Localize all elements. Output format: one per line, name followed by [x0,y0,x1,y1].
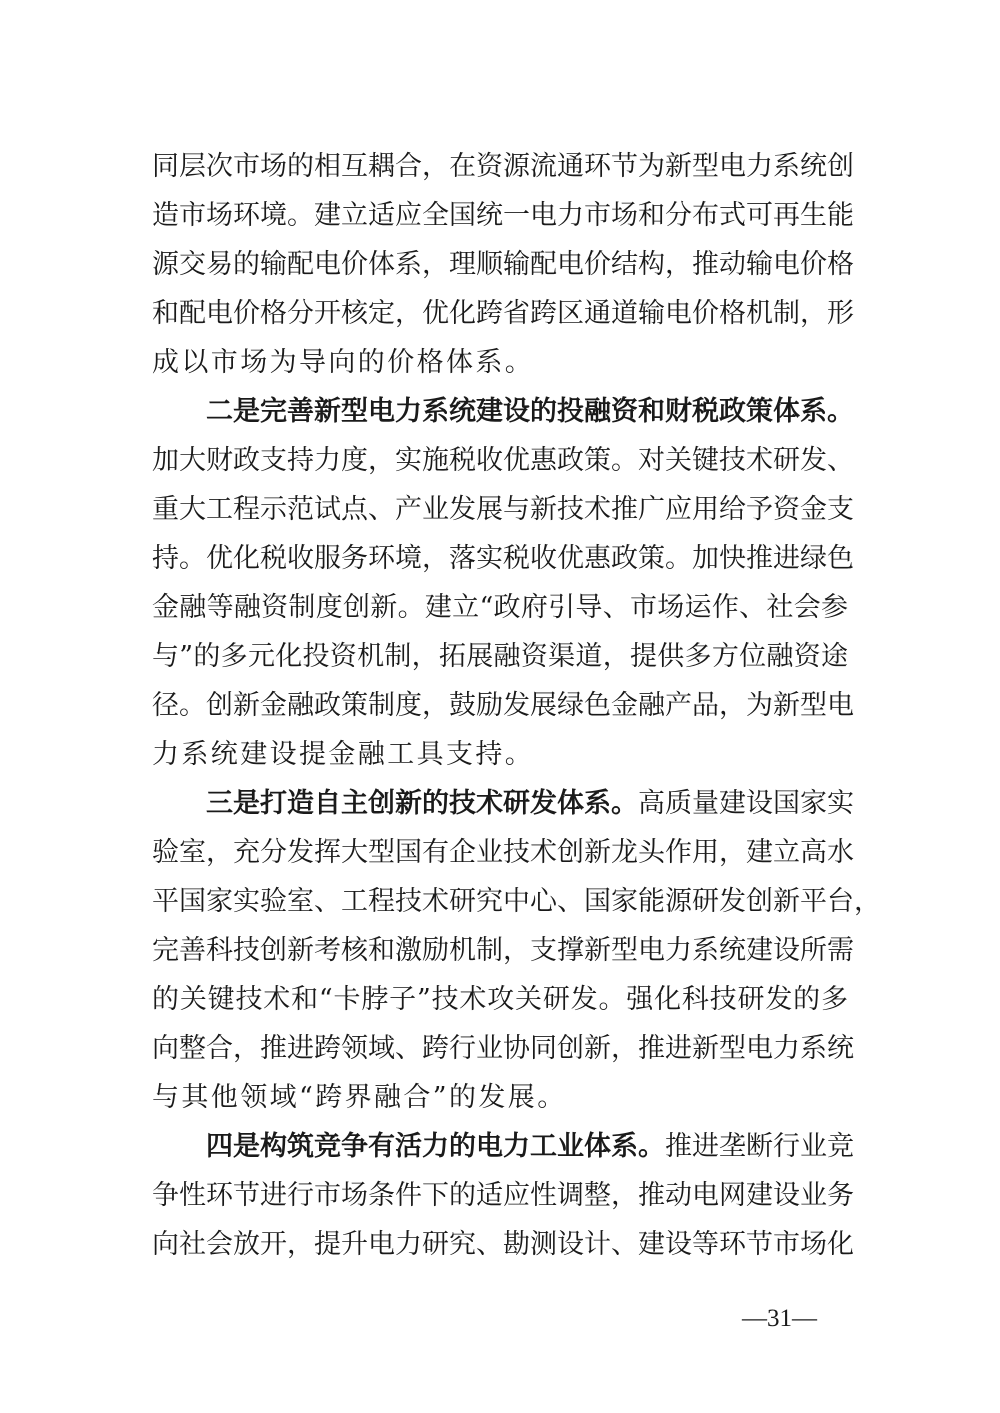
text-line: 金融等融资制度创新。建立“政府引导、市场运作、社会参 [152,592,848,623]
text-line: 力系统建设提金融工具支持。 [152,739,535,770]
text-line: 完善科技创新考核和激励机制，支撑新型电力系统建设所需 [152,935,854,966]
text-line: 与”的多元化投资机制，拓展融资渠道，提供多方位融资途 [152,641,848,672]
page-number: —31— [742,1305,817,1332]
text-line: 持。优化税收服务环境，落实税收优惠政策。加快推进绿色 [152,543,854,574]
paragraph-lead: 二是完善新型电力系统建设的投融资和财税政策体系。 [206,396,854,427]
paragraph-lead-line: 四是构筑竞争有活力的电力工业体系。推进垄断行业竞 [206,1131,854,1162]
paragraph-lead: 三是打造自主创新的技术研发体系。 [206,788,638,819]
text-line: 争性环节进行市场条件下的适应性调整，推动电网建设业务 [152,1180,854,1211]
text-line: 向社会放开，提升电力研究、勘测设计、建设等环节市场化 [152,1229,854,1260]
text-line: 加大财政支持力度，实施税收优惠政策。对关键技术研发、 [152,445,854,476]
paragraph-lead-line: 三是打造自主创新的技术研发体系。高质量建设国家实 [206,788,854,819]
text-line: 径。创新金融政策制度，鼓励发展绿色金融产品，为新型电 [152,690,854,721]
paragraph-lead: 四是构筑竞争有活力的电力工业体系。 [206,1131,665,1162]
paragraph-lead-line [206,389,854,435]
text-line: 源交易的输配电价体系，理顺输配电价结构，推动输电价格 [152,249,854,280]
text-line: 造市场环境。建立适应全国统一电力市场和分布式可再生能 [152,200,854,231]
text-line: 与其他领域“跨界融合”的发展。 [152,1082,567,1113]
text-line: 向整合，推进跨领域、跨行业协同创新，推进新型电力系统 [152,1033,854,1064]
text-line: 成以市场为导向的价格体系。 [152,347,535,378]
text-line: 和配电价格分开核定，优化跨省跨区通道输电价格机制，形 [152,298,854,329]
text-line: 同层次市场的相互耦合，在资源流通环节为新型电力系统创 [152,151,854,182]
text-line: 验室，充分发挥大型国有企业技术创新龙头作用，建立高水 [152,837,854,868]
text-line: 平国家实验室、工程技术研究中心、国家能源研发创新平台， [152,886,881,917]
text-line: 的关键技术和“卡脖子”技术攻关研发。强化科技研发的多 [152,984,848,1015]
text-line: 重大工程示范试点、产业发展与新技术推广应用给予资金支 [152,494,854,525]
